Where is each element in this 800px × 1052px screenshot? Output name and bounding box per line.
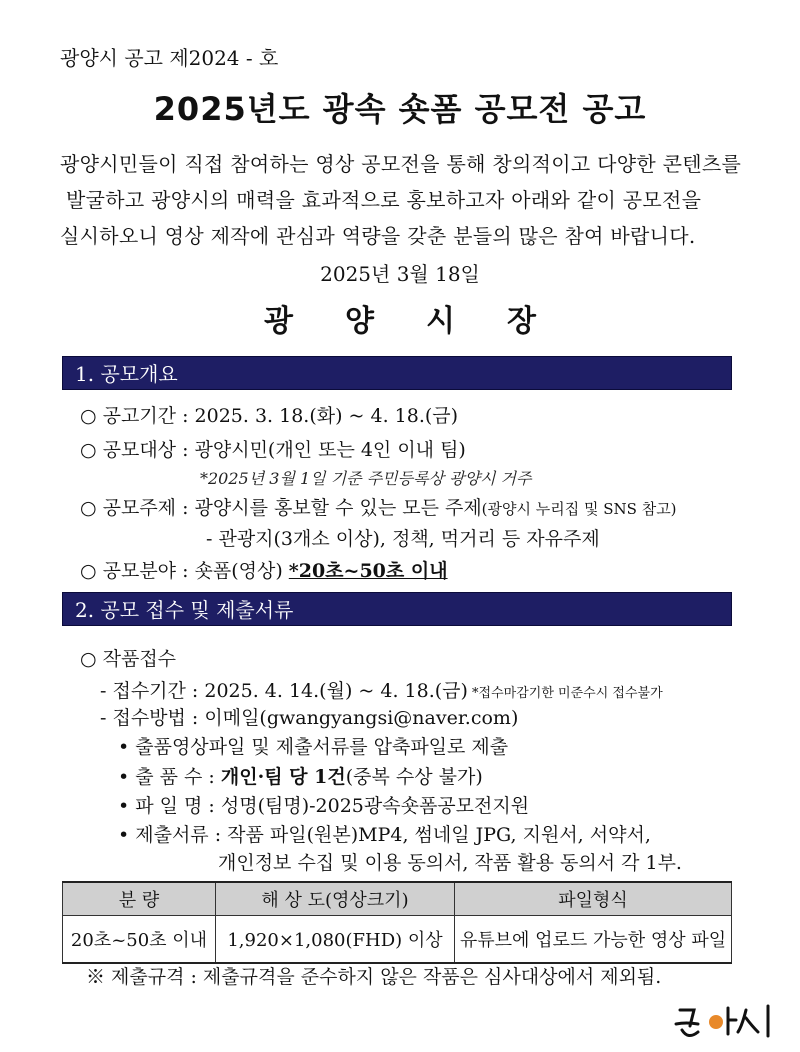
eligibility-note: *2025년 3월 1일 기준 주민등록상 광양시 거주 xyxy=(200,469,532,488)
issuer-char-1: 광 xyxy=(264,304,294,339)
entries-note: (중복 수상 불가) xyxy=(345,766,483,788)
submission-bullet-1: • 출품영상파일 및 제출서류를 압축파일로 제출 xyxy=(118,736,509,758)
issuer-char-3: 시 xyxy=(426,304,455,339)
theme-text: ○ 공모주제 : 광양시를 홍보할 수 있는 모든 주제 xyxy=(80,497,482,519)
gwangyang-logo xyxy=(672,1000,782,1044)
receipt-heading: ○ 작품접수 xyxy=(80,648,177,670)
table-row xyxy=(63,916,732,964)
notice-date: 2025년 3월 18일 xyxy=(320,262,480,286)
theme-detail: - 관광지(3개소 이상), 정책, 먹거리 등 자유주제 xyxy=(206,528,600,550)
table-header: 파일형식 xyxy=(455,882,732,916)
section-1-heading: 1. 공모개요 xyxy=(62,356,732,390)
table-header: 분 량 xyxy=(63,882,216,916)
table-cell: 1,920×1,080(FHD) 이상 xyxy=(216,916,455,964)
receipt-period-text: - 접수기간 : 2025. 4. 14.(월) ~ 4. 18.(금) xyxy=(100,680,468,702)
submission-bullet-4-cont: 개인정보 수집 및 이용 동의서, 작품 활용 동의서 각 1부. xyxy=(218,852,682,874)
table-cell: 유튜브에 업로드 가능한 영상 파일 xyxy=(455,916,732,964)
issuer-char-2: 양 xyxy=(345,304,374,339)
receipt-method: - 접수방법 : 이메일(gwangyangsi@naver.com) xyxy=(100,707,519,729)
entries-label: • 출 품 수 : xyxy=(118,766,221,788)
field-duration: *20초~50초 이내 xyxy=(288,560,448,582)
intro-line-2: 발굴하고 광양시의 매력을 효과적으로 홍보하고자 아래와 같이 공모전을 xyxy=(66,188,702,212)
receipt-period xyxy=(100,676,663,703)
theme xyxy=(80,493,677,520)
field xyxy=(80,556,448,583)
issuer-name xyxy=(0,296,800,340)
submission-bullet-2 xyxy=(118,762,483,789)
footer-note: ※ 제출규격 : 제출규격을 준수하지 않은 작품은 심사대상에서 제외됨. xyxy=(86,966,662,988)
field-text: ○ 공모분야 : 숏폼(영상) xyxy=(80,560,289,582)
eligibility: ○ 공모대상 : 광양시민(개인 또는 4인 이내 팀) xyxy=(80,439,466,461)
table-header-row xyxy=(63,882,732,916)
notice-number: 광양시 공고 제2024 - 호 xyxy=(60,46,279,70)
announcement-period: ○ 공고기간 : 2025. 3. 18.(화) ~ 4. 18.(금) xyxy=(80,405,459,427)
page-title: 2025년도 광속 숏폼 공모전 공고 xyxy=(153,90,647,128)
submission-bullet-3: • 파 일 명 : 성명(팀명)-2025광속숏폼공모전지원 xyxy=(118,795,530,817)
theme-reference: (광양시 누리집 및 SNS 참고) xyxy=(481,500,677,518)
table-cell: 20초~50초 이내 xyxy=(63,916,216,964)
entries-limit: 개인·팀 당 1건 xyxy=(220,766,346,788)
intro-line-3: 실시하오니 영상 제작에 관심과 역량을 갖춘 분들의 많은 참여 바랍니다. xyxy=(60,224,696,248)
receipt-period-note: *접수마감기한 미준수시 접수불가 xyxy=(467,686,663,701)
submission-bullet-4: • 제출서류 : 작품 파일(원본)MP4, 썸네일 JPG, 지원서, 서약서, xyxy=(118,824,651,846)
spec-table xyxy=(62,881,732,964)
section-2-heading: 2. 공모 접수 및 제출서류 xyxy=(62,592,732,626)
issuer-char-4: 장 xyxy=(506,304,536,339)
table-header: 해 상 도(영상크기) xyxy=(216,882,455,916)
intro-line-1: 광양시민들이 직접 참여하는 영상 공모전을 통해 창의적이고 다양한 콘텐츠를 xyxy=(60,152,742,176)
